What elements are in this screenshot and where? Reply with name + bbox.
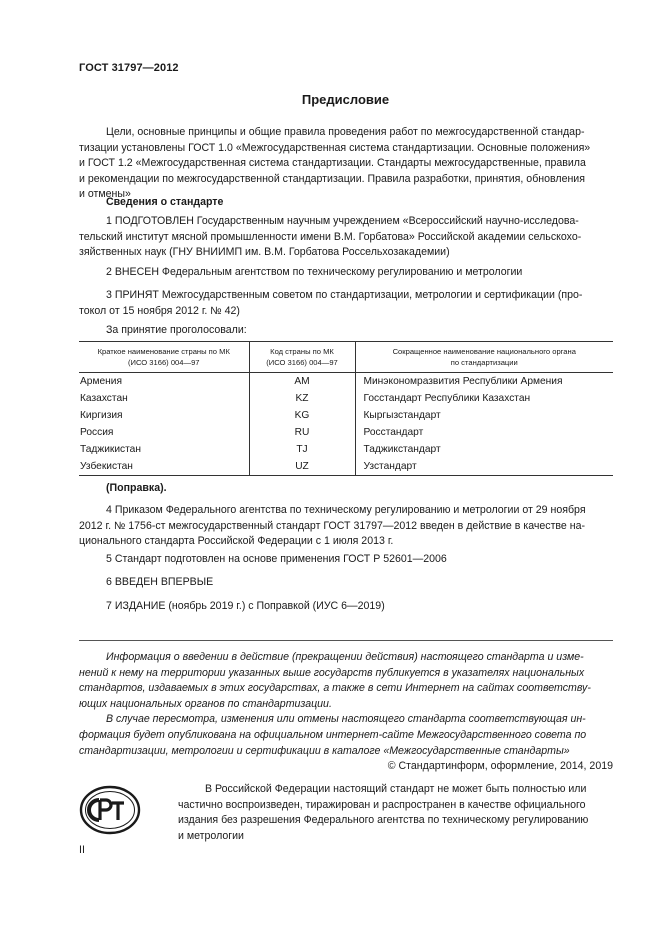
code-cell: UZ <box>249 458 355 476</box>
info-line: формация будет опубликована на официальном интернет-сайте Межгосударственного совета по <box>79 728 587 741</box>
country-cell: Таджикистан <box>80 444 141 455</box>
rst-logo-icon <box>79 785 141 835</box>
item-4-order <box>79 503 613 550</box>
info-line: стандартов, издаваемых в этих государствах, а также в сети Интернет на сайтах соответству- <box>79 682 591 695</box>
standard-info-heading: Сведения о стандарте <box>106 196 224 208</box>
organization-cell: Росстандарт <box>355 424 613 441</box>
header-line: по стандартизации <box>450 358 518 367</box>
publication-info-block <box>79 650 613 759</box>
country-cell: Казахстан <box>80 393 128 404</box>
item-3-line: токол от 15 ноября 2012 г. № 42) <box>79 304 240 317</box>
info-line: нений к нему на территории указанных выше государств публикуется в указателях национальных <box>79 666 585 679</box>
document-code-header: ГОСТ 31797—2012 <box>79 62 179 74</box>
header-line: Сокращенное наименование национального органа <box>392 347 576 356</box>
info-line: стандартизации, метрологии и сертификации в каталоге «Межгосударственные стандарты» <box>79 744 570 757</box>
intro-line: и ГОСТ 1.2 «Межгосударственная система стандартизации. Стандарты межгосударственные, правила <box>79 157 586 170</box>
voted-label: За принятие проголосовали: <box>106 324 247 336</box>
item-3-line: 3 ПРИНЯТ Межгосударственным советом по стандартизации, метрологии и сертификации (про- <box>106 289 583 301</box>
item-4-line: 2012 г. № 1756-ст межгосударственный стандарт ГОСТ 31797—2012 введен в действие в качестве на- <box>79 519 586 532</box>
amendment-note: (Поправка). <box>106 482 167 494</box>
notice-line: частично воспроизведен, тиражирован и распространен в качестве официального <box>178 798 586 811</box>
section-divider <box>79 640 613 641</box>
table-row <box>79 458 613 476</box>
item-2-submitted-by <box>79 265 613 281</box>
copyright-line: © Стандартинформ, оформление, 2014, 2019 <box>387 760 613 772</box>
rst-logo <box>79 785 141 835</box>
reproduction-notice <box>178 782 613 844</box>
header-line: (ИСО 3166) 004—97 <box>266 358 338 367</box>
item-3-adopted-by <box>79 288 613 319</box>
code-cell: TJ <box>249 441 355 458</box>
column-header-country <box>79 342 249 373</box>
item-1-line: зяйственных наук (ГНУ ВНИИМП им. В.М. Горбатова Россельхозакадемии) <box>79 246 450 259</box>
item-5-basis: 5 Стандарт подготовлен на основе применения ГОСТ Р 52601—2006 <box>106 553 447 565</box>
country-cell: Россия <box>80 427 114 438</box>
organization-cell: Госстандарт Республики Казахстан <box>355 390 613 407</box>
preface-title: Предисловие <box>301 92 390 107</box>
country-cell: Узбекистан <box>79 458 249 476</box>
page-number: II <box>79 844 85 856</box>
code-cell: AM <box>249 373 355 391</box>
table-row <box>79 441 613 458</box>
item-4-line: ционального стандарта Российской Федерации с 1 июля 2013 г. <box>79 535 394 548</box>
table-row <box>79 390 613 407</box>
column-header-code <box>249 342 355 373</box>
item-2-line: 2 ВНЕСЕН Федеральным агентством по техническому регулированию и метрологии <box>106 266 523 278</box>
country-cell: Армения <box>80 376 122 387</box>
table-header-row <box>79 342 613 373</box>
item-4-line: 4 Приказом Федерального агентства по техническому регулированию и метрологии от 29 ноября <box>106 504 586 516</box>
organization-cell: Таджикстандарт <box>355 441 613 458</box>
code-cell: KZ <box>249 390 355 407</box>
intro-line: и рекомендации по межгосударственной стандартизации. Правила разработки, принятия, обновления <box>79 172 585 185</box>
header-line: (ИСО 3166) 004—97 <box>127 358 200 367</box>
intro-line: и отмены» <box>79 188 131 201</box>
item-6-introduced: 6 ВВЕДЕН ВПЕРВЫЕ <box>106 576 214 588</box>
info-line: В случае пересмотра, изменения или отмены настоящего стандарта соответствующая ин- <box>106 713 586 726</box>
table-row <box>79 424 613 441</box>
info-line: Информация о введении в действие (прекращении действия) настоящего стандарта и изме- <box>106 651 584 663</box>
intro-line: Цели, основные принципы и общие правила проведения работ по межгосударственной стандар- <box>106 126 585 138</box>
organization-cell: Кыргызстандарт <box>355 407 613 424</box>
header-line: Краткое наименование страны по МК <box>97 347 230 356</box>
header-line: Код страны по МК <box>270 347 334 356</box>
info-line: ющих национальных органов по стандартизации. <box>79 697 332 710</box>
organization-cell: Узстандарт <box>355 458 613 476</box>
notice-line: В Российской Федерации настоящий стандарт не может быть полностью или <box>205 783 587 795</box>
code-cell: RU <box>249 424 355 441</box>
country-cell: Киргизия <box>80 410 123 421</box>
item-1-line: тельский институт мясной промышленности имени В.М. Горбатова» Российской академии сельскохо- <box>79 230 582 243</box>
table-row <box>79 373 613 391</box>
item-1-line: 1 ПОДГОТОВЛЕН Государственным научным учреждением «Всероссийский научно-исследова- <box>106 215 579 227</box>
organization-cell: Минэкономразвития Республики Армения <box>355 373 613 391</box>
item-7-edition: 7 ИЗДАНИЕ (ноябрь 2019 г.) с Поправкой (ИУС 6—2019) <box>106 600 385 612</box>
item-1-prepared-by <box>79 214 613 261</box>
table-row <box>79 407 613 424</box>
code-cell: KG <box>249 407 355 424</box>
notice-line: и метрологии <box>178 829 244 842</box>
column-header-organization <box>355 342 613 373</box>
intro-line: тизации установлены ГОСТ 1.0 «Межгосударственная система стандартизации. Основные положения» <box>79 141 591 154</box>
notice-line: издания без разрешения Федерального агентства по техническому регулированию <box>178 814 589 827</box>
intro-paragraph <box>79 125 613 203</box>
voting-table <box>79 341 613 476</box>
